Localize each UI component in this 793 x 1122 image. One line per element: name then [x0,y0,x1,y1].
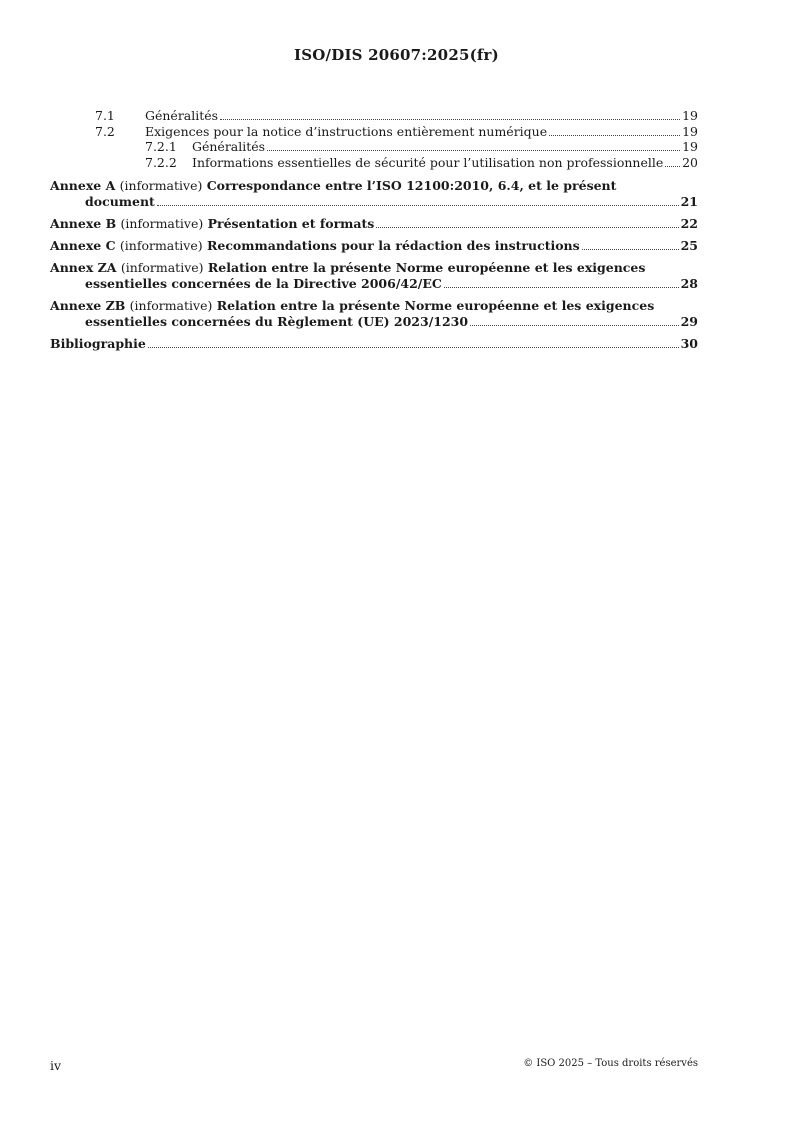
dot-leader [376,227,678,228]
annex-title: Correspondance entre l’ISO 12100:2010, 6.4, et le présent [206,178,617,193]
annex-title: Recommandations pour la rédaction des instructions [206,238,580,253]
annex-label: Annex ZA [50,260,117,275]
annex-title-cont: document [85,194,155,209]
dot-leader [444,287,679,288]
dot-leader [549,135,680,136]
annex-title: Présentation et formats [207,216,375,231]
toc-entry-annex-zb[interactable] [50,298,698,330]
toc-entry-annex-b[interactable] [50,216,698,232]
annex-type: (informative) [119,238,203,253]
toc-entry-page: 30 [680,336,698,351]
toc-entry-page: 20 [682,154,698,170]
footer-copyright: © ISO 2025 – Tous droits réservés [523,1058,698,1069]
dot-leader [220,119,680,120]
toc-entry-number: 7.1 [95,108,115,123]
annex-title: Relation entre la présente Norme européenne et les exigences [207,260,646,275]
annex-title-cont: essentielles concernées de la Directive 2006/42/EC [85,276,442,291]
toc-entry-page: 19 [682,139,698,154]
dot-leader [470,325,679,326]
page-header-title: ISO/DIS 20607:2025(fr) [294,46,499,64]
footer-page-number: iv [50,1058,62,1073]
dot-leader [665,166,680,167]
toc-entry-number: 7.2.1 [145,139,177,154]
toc-entry-title: Exigences pour la notice d’instructions entièrement numérique [145,123,548,139]
dot-leader [267,150,680,151]
toc-entry-7-2-1[interactable] [50,139,698,155]
toc-entry-page: 28 [680,276,698,291]
toc-entry-number: 7.2.2 [145,154,177,170]
dot-leader [582,249,679,250]
toc-entry-page: 19 [682,108,698,123]
toc-entry-bibliography[interactable] [50,336,698,352]
annex-title: Relation entre la présente Norme européenne et les exigences [216,298,655,313]
dot-leader [157,205,679,206]
toc-entry-annex-a[interactable] [50,178,698,210]
toc-entry-page: 29 [680,314,698,329]
annex-type: (informative) [120,216,204,231]
bibliography-title: Bibliographie [50,336,146,351]
annex-type: (informative) [119,178,203,193]
toc-entry-7-2[interactable] [50,124,698,140]
toc-entry-title: Généralités [145,108,219,123]
toc-entry-title: Informations essentielles de sécurité pour l’utilisation non professionnelle [192,154,664,170]
toc-entry-page: 25 [680,238,698,253]
toc-entry-annex-za[interactable] [50,260,698,292]
toc-entry-page: 22 [680,216,698,231]
toc-entry-page: 19 [682,123,698,139]
annex-label: Annexe B [50,216,117,231]
dot-leader [148,347,679,348]
annex-type: (informative) [120,260,204,275]
toc-entry-7-2-2[interactable] [50,155,698,171]
toc-entry-7-1[interactable] [50,108,698,124]
annex-label: Annexe C [50,238,116,253]
annex-label: Annexe ZB [50,298,126,313]
toc-entry-title: Généralités [192,139,266,154]
annex-title-cont: essentielles concernées du Règlement (UE) 2023/1230 [85,314,469,329]
table-of-contents [50,108,698,352]
toc-entry-number: 7.2 [95,123,115,139]
annex-type: (informative) [129,298,213,313]
toc-entry-page: 21 [680,194,698,209]
toc-entry-annex-c[interactable] [50,238,698,254]
annex-label: Annexe A [50,178,116,193]
